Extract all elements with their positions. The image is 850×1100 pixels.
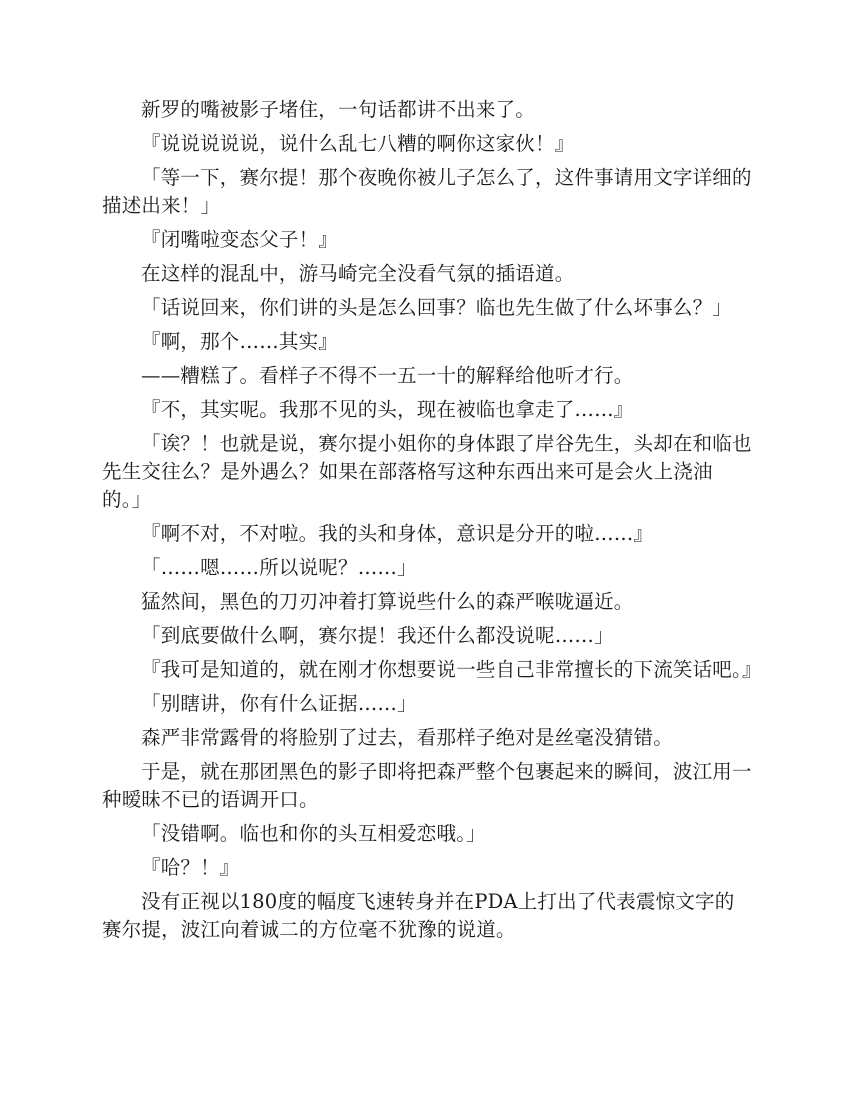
paragraph: 『闭嘴啦变态父子！』 bbox=[141, 228, 339, 251]
paragraph: 在这样的混乱中，游马崎完全没看气氛的插语道。 bbox=[141, 262, 575, 285]
paragraph: 新罗的嘴被影子堵住，一句话都讲不出来了。 bbox=[141, 98, 536, 121]
paragraph: 『啊不对，不对啦。我的头和身体，意识是分开的啦……』 bbox=[141, 522, 654, 545]
document-page bbox=[102, 96, 762, 950]
paragraph: 「诶？！也就是说，赛尔提小姐你的身体跟了岸谷先生，头却在和临也先生交往么？是外遇么？如果在部落格写这种东西出来可是会火上浇油的。」 bbox=[102, 432, 752, 511]
paragraph: 森严非常露骨的将脸别了过去，看那样子绝对是丝毫没猜错。 bbox=[141, 726, 673, 749]
paragraph: 『说说说说说，说什么乱七八糟的啊你这家伙！』 bbox=[141, 132, 575, 155]
paragraph: 猛然间，黑色的刀刃冲着打算说些什么的森严喉咙逼近。 bbox=[141, 590, 634, 613]
paragraph: 「没错啊。临也和你的头互相爱恋哦。」 bbox=[141, 822, 486, 845]
paragraph: 「到底要做什么啊，赛尔提！我还什么都没说呢……」 bbox=[141, 624, 614, 647]
paragraph: 没有正视以180度的幅度飞速转身并在PDA上打出了代表震惊文字的赛尔提，波江向着诚二的方位毫不犹豫的说道。 bbox=[102, 890, 735, 941]
paragraph: 「……嗯……所以说呢？……」 bbox=[141, 556, 417, 579]
paragraph: 『不，其实呢。我那不见的头，现在被临也拿走了……』 bbox=[141, 398, 634, 421]
paragraph: 『我可是知道的，就在刚才你想要说一些自己非常擅长的下流笑话吧。』 bbox=[141, 658, 762, 681]
paragraph: 『哈？！』 bbox=[141, 856, 240, 879]
paragraph: 「话说回来，你们讲的头是怎么回事？临也先生做了什么坏事么？」 bbox=[141, 296, 733, 319]
paragraph: 「别瞎讲，你有什么证据……」 bbox=[141, 692, 417, 715]
paragraph: 「等一下，赛尔提！那个夜晚你被儿子怎么了，这件事请用文字详细的描述出来！」 bbox=[102, 166, 752, 217]
paragraph: ——糟糕了。看样子不得不一五一十的解释给他听才行。 bbox=[141, 364, 634, 387]
paragraph: 『啊，那个……其实』 bbox=[141, 330, 339, 353]
paragraph: 于是，就在那团黑色的影子即将把森严整个包裹起来的瞬间，波江用一种暧昧不已的语调开口。 bbox=[102, 760, 752, 811]
